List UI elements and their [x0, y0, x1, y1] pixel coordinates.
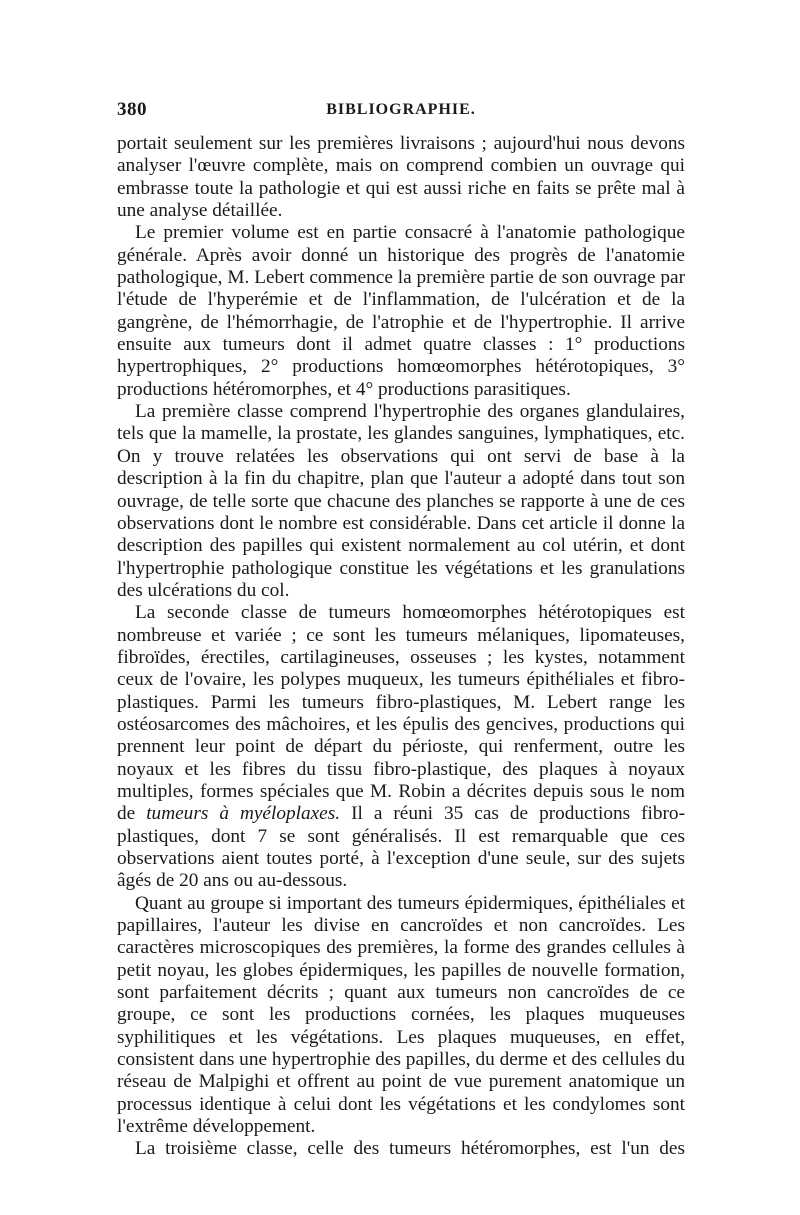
- paragraph: La troisième classe, celle des tumeurs hétéromorphes, est l'un des: [135, 1138, 685, 1160]
- italic-term: tumeurs à myéloplaxes.: [146, 803, 341, 825]
- page-number: 380: [117, 99, 147, 120]
- page-header: [117, 99, 685, 127]
- paragraph-text: La seconde classe de tumeurs homœomorphes hétérotopiques est nombreuse et variée ; ce sont les tumeurs mélaniques, lipomateuses, fibroïdes, érectiles, cartilagineuses, osseuses ; les kystes, notamment ceux de l'ovaire, les polypes muqueux, les tumeurs épithéliales et fibro-plastiques. Parmi les tumeurs fibro-plastiques, M. Lebert range les ostéosarcomes des mâchoires, et les épulis des gencives, productions qui prennent leur point de départ du périoste, qui renferment, outre les noyaux et les fibres du tissu fibro-plastique, des plaques à noyaux multiples, formes spéciales que M. Robin a décrites depuis sous le nom de: [117, 602, 685, 825]
- paragraph: Le premier volume est en partie consacré à l'anatomie pathologique générale. Après avoir donné un historique des progrès de l'anatomie pathologique, M. Lebert commence la première partie de son ouvrage par l'étude de l'hyperémie et de l'inflammation, de l'ulcération et de la gangrène, de l'hémorrhagie, de l'atrophie et de l'hypertrophie. Il arrive ensuite aux tumeurs dont il admet quatre classes : 1° productions hypertrophiques, 2° productions homœomorphes hétérotopiques, 3° productions hétéromorphes, et 4° productions parasitiques.: [117, 222, 685, 400]
- paragraph: [117, 602, 685, 892]
- paragraph: portait seulement sur les premières livraisons ; aujourd'hui nous devons analyser l'œuvre complète, mais on comprend combien un ouvrage qui embrasse toute la pathologie et qui est aussi riche en faits se prête mal à une analyse détaillée.: [117, 133, 685, 222]
- body-text: [117, 133, 685, 1161]
- paragraph-text-continued: Il a réuni 35 cas de productions fibro-plastiques, dont 7 se sont généralisés. Il est remarquable que ces observations aient toutes porté, à l'exception d'une seule, sur des sujets âgés de 20 ans ou au-dessous.: [117, 803, 685, 892]
- paragraph: La première classe comprend l'hypertrophie des organes glandulaires, tels que la mamelle, la prostate, les glandes sanguines, lymphatiques, etc. On y trouve relatées les observations qui ont servi de base à la description à la fin du chapitre, plan que l'auteur a adopté dans tout son ouvrage, de telle sorte que chacune des planches se rapporte à une de ces observations dont le nombre est considérable. Dans cet article il donne la description des papilles qui existent normalement au col utérin, et dont l'hypertrophie pathologique constitue les végétations et les granulations des ulcérations du col.: [117, 401, 685, 601]
- paragraph: Quant au groupe si important des tumeurs épidermiques, épithéliales et papillaires, l'auteur les divise en cancroïdes et non cancroïdes. Les caractères microscopiques des premières, la forme des grandes cellules à petit noyau, les globes épidermiques, les papilles de nouvelle formation, sont parfaitement décrits ; quant aux tumeurs non cancroïdes de ce groupe, ce sont les productions cornées, les plaques muqueuses syphilitiques et les végétations. Les plaques muqueuses, en effet, consistent dans une hypertrophie des papilles, du derme et des cellules du réseau de Malpighi et offrent au point de vue purement anatomique un processus identique à celui dont les végétations et les condylomes sont l'extrême développement.: [117, 892, 685, 1138]
- running-title: BIBLIOGRAPHIE.: [326, 101, 476, 118]
